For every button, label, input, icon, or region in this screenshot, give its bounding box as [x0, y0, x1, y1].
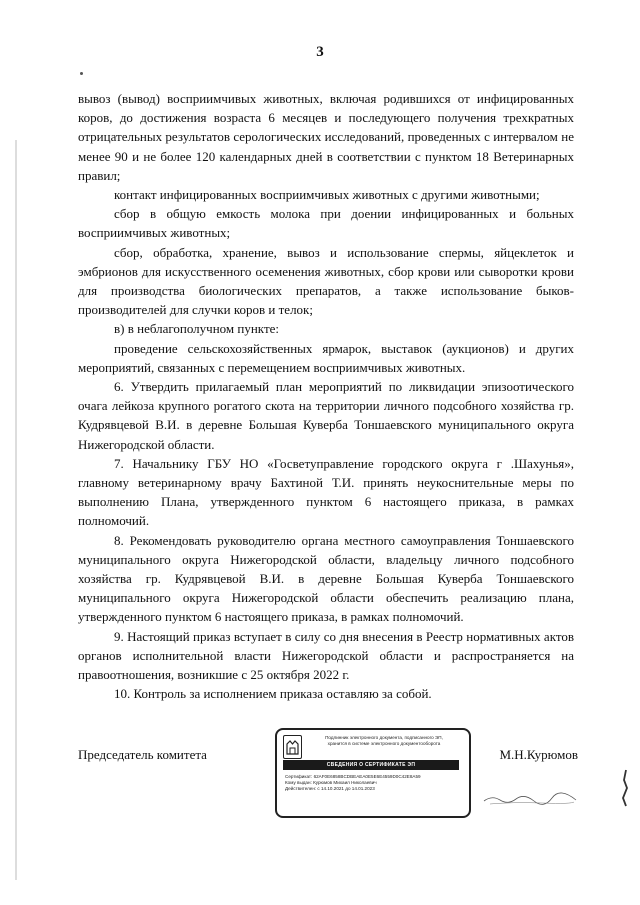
coat-of-arms-icon: [283, 735, 302, 759]
certificate-number: Сертификат: 62AF0E6858BCDBEAEA0E5E6E4559D0C42E8A59: [285, 774, 421, 779]
certificate-details: [285, 774, 461, 792]
paragraph: 9. Настоящий приказ вступает в силу со дня внесения в Реестр нормативных актов органов исполнительной власти Нижегородской области и распространяется на правоотношения, возникшие с 25 октября 2022 г.: [78, 628, 574, 683]
signatory-title: Председатель комитета: [78, 747, 207, 762]
paragraph: 8. Рекомендовать руководителю органа местного самоуправления Тоншаевского муниципального округа Нижегородской области, владельцу личного подсобного хозяйства гр. Кудрявцевой В.И. в деревне Большая Куверба Тоншаевского муниципального округа Нижегородской области обеспечить реализацию плана, утвержденного пунктом 6 настоящего приказа, в рамках полномочий.: [78, 532, 574, 625]
stamp-caption: [305, 735, 463, 747]
certificate-owner: Кому выдан: Курюмов Михаил Николаевич: [285, 780, 377, 785]
stamp-caption-line: Подлинник электронного документа, подписанного ЭП,: [325, 735, 443, 740]
paragraph: вывоз (вывод) восприимчивых животных, включая родившихся от инфицированных коров, до достижения возраста 6 месяцев и последующего получения трехкратных отрицательных результатов серологических исследований, проведенных с интервалом не менее 90 и не более 120 календарных дней в соответствии с пунктом 18 Ветеринарных правил;: [78, 91, 574, 183]
paragraph: проведение сельскохозяйственных ярмарок, выставок (аукционов) и других мероприятий, связанных с перемещением восприимчивых животных.: [78, 340, 574, 375]
paragraph: 7. Начальнику ГБУ НО «Госветуправление городского округа г .Шахунья», главному ветеринарному врачу Бахтиной Т.И. принять неукоснительные меры по выполнению Плана, утвержденного пунктом 6 настоящего приказа, в рамках полномочий.: [78, 455, 574, 529]
electronic-signature-stamp: [275, 728, 471, 818]
paragraph: сбор, обработка, хранение, вывоз и использование спермы, яйцеклеток и эмбрионов для искусственного осеменения животных, сбор крови или сыворотки крови для производства биологических препаратов, а также использование быков-производителей для случки коров и телок;: [78, 244, 574, 318]
signature-block: [78, 735, 578, 807]
stamp-caption-line: хранится в системе электронного документооборота: [327, 741, 441, 746]
stamp-header: СВЕДЕНИЯ О СЕРТИФИКАТЕ ЭП: [283, 760, 459, 770]
scan-smudge: [618, 768, 634, 808]
paragraph: контакт инфицированных восприимчивых животных с другими животными;: [114, 187, 540, 203]
paragraph: сбор в общую емкость молока при доении инфицированных и больных восприимчивых животных;: [78, 206, 574, 241]
document-body: [78, 89, 574, 704]
paragraph: 10. Контроль за исполнением приказа оставляю за собой.: [114, 686, 432, 702]
scan-speck: [80, 72, 83, 75]
scan-edge-line: [14, 140, 18, 880]
signature-scribble: [482, 787, 578, 807]
page-number: 3: [316, 44, 324, 60]
signatory-name: М.Н.Курюмов: [499, 747, 578, 762]
paragraph: 6. Утвердить прилагаемый план мероприятий по ликвидации эпизоотического очага лейкоза крупного рогатого скота на территории личного подсобного хозяйства гр. Кудрявцевой В.И. в деревне Большая Куверба Тоншаевского муниципального округа Нижегородской области.: [78, 379, 574, 452]
paragraph: в) в неблагополучном пункте:: [114, 321, 280, 337]
certificate-validity: Действителен: с 14.10.2021 до 14.01.2023: [285, 786, 375, 791]
